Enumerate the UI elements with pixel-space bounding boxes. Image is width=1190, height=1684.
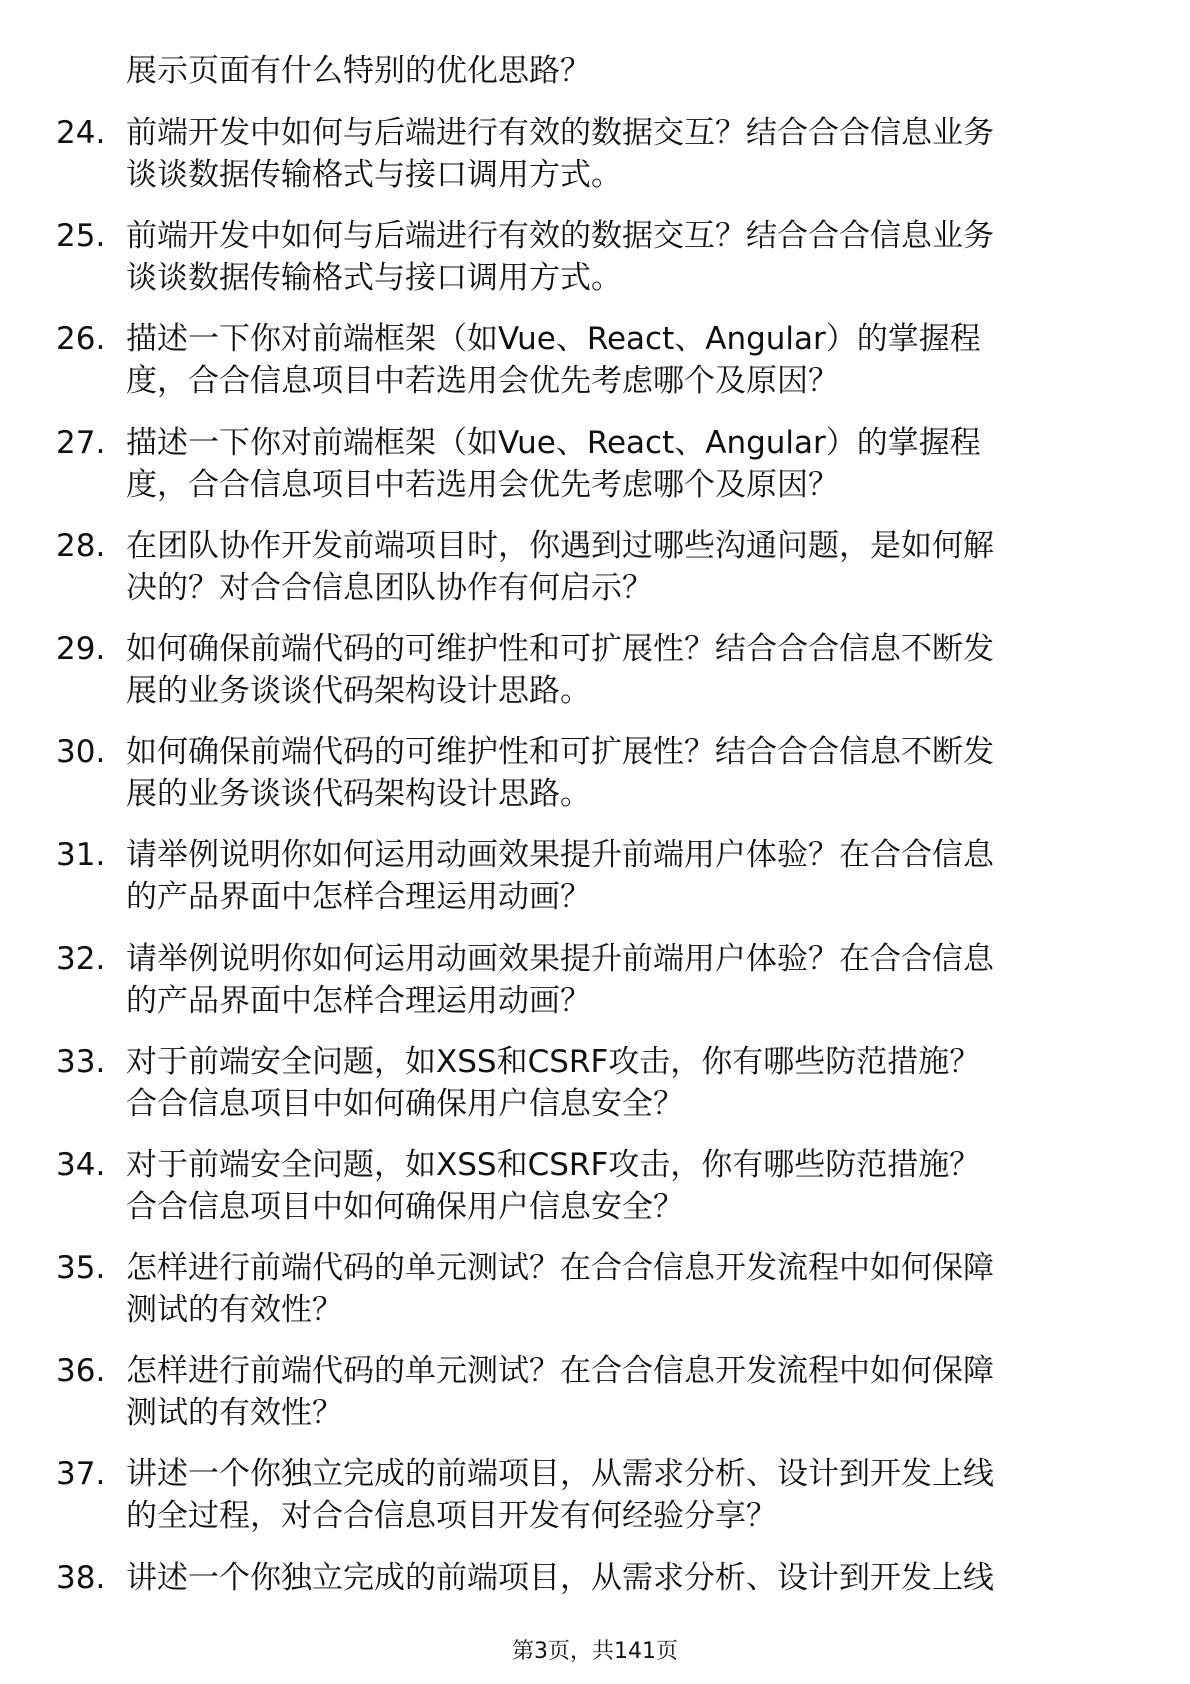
- question-text-line: 度，合合信息项目中若选用会优先考虑哪个及原因？: [126, 363, 839, 400]
- question-text-line: 请举例说明你如何运用动画效果提升前端用户体验？在合合信息: [126, 837, 994, 874]
- question-text-line: 前端开发中如何与后端进行有效的数据交互？结合合合信息业务: [126, 115, 994, 151]
- question-text-line: 测试的有效性？: [126, 1395, 343, 1432]
- question-text: [126, 1453, 1126, 1537]
- question-text-line: 合合信息项目中如何确保用户信息安全？: [126, 1085, 684, 1122]
- page-footer: 第3页，共141页: [512, 1639, 678, 1664]
- question-text: [126, 938, 1126, 1022]
- question-text-line: 展的业务谈谈代码架构设计思路。: [126, 672, 591, 709]
- question-number: 28.: [56, 527, 106, 564]
- question-item: [0, 1041, 1190, 1144]
- question-number: 24.: [56, 115, 106, 151]
- question-text-line: 测试的有效性？: [126, 1292, 343, 1329]
- question-number: 25.: [56, 218, 106, 255]
- question-text-line: 描述一下你对前端框架（如Vue、React、Angular）的掌握程: [126, 424, 981, 461]
- question-item: [0, 215, 1190, 318]
- question-text-line: 描述一下你对前端框架（如Vue、React、Angular）的掌握程: [126, 321, 981, 358]
- question-number: 30.: [56, 734, 106, 771]
- question-text-line: 怎样进行前端代码的单元测试？在合合信息开发流程中如何保障: [126, 1250, 994, 1287]
- question-text-line: 请举例说明你如何运用动画效果提升前端用户体验？在合合信息: [126, 940, 994, 977]
- question-text: [126, 422, 1126, 506]
- question-text-line: 如何确保前端代码的可维护性和可扩展性？结合合合信息不断发: [126, 630, 994, 667]
- question-text-line: 前端开发中如何与后端进行有效的数据交互？结合合合信息业务: [126, 218, 994, 255]
- question-text: [126, 1557, 1126, 1599]
- question-text-line: 的产品界面中怎样合理运用动画？: [126, 879, 591, 916]
- question-number: 32.: [56, 940, 106, 977]
- continuation-text: 展示页面有什么特别的优化思路？: [126, 53, 591, 89]
- question-text: [126, 834, 1126, 918]
- question-item: [0, 1144, 1190, 1247]
- question-item: [0, 318, 1190, 421]
- question-text-line: 讲述一个你独立完成的前端项目，从需求分析、设计到开发上线: [126, 1456, 994, 1493]
- question-item: [0, 112, 1190, 215]
- question-item: [0, 1247, 1190, 1350]
- question-text-line: 的全过程，对合合信息项目开发有何经验分享？: [126, 1498, 777, 1535]
- question-text-line: 对于前端安全问题，如XSS和CSRF攻击，你有哪些防范措施？: [126, 1146, 981, 1183]
- question-text-line: 在团队协作开发前端项目时，你遇到过哪些沟通问题，是如何解: [126, 527, 994, 564]
- question-item: [0, 938, 1190, 1041]
- question-text-line: 决的？对合合信息团队协作有何启示？: [126, 569, 653, 606]
- question-number: 31.: [56, 837, 106, 874]
- question-text: [126, 1247, 1126, 1331]
- question-item: [0, 628, 1190, 731]
- question-text: [126, 731, 1126, 815]
- question-text-line: 的产品界面中怎样合理运用动画？: [126, 982, 591, 1019]
- question-text-line: 合合信息项目中如何确保用户信息安全？: [126, 1188, 684, 1225]
- question-number: 38.: [56, 1559, 106, 1596]
- question-text-line: 对于前端安全问题，如XSS和CSRF攻击，你有哪些防范措施？: [126, 1043, 981, 1080]
- question-item: [0, 525, 1190, 628]
- question-item: [0, 1453, 1190, 1556]
- question-text-line: 度，合合信息项目中若选用会优先考虑哪个及原因？: [126, 466, 839, 503]
- question-number: 26.: [56, 321, 106, 358]
- question-number: 35.: [56, 1250, 106, 1287]
- question-text-line: 谈谈数据传输格式与接口调用方式。: [126, 157, 622, 193]
- question-list: [0, 112, 1190, 1660]
- question-item: [0, 1350, 1190, 1453]
- question-text-line: 谈谈数据传输格式与接口调用方式。: [126, 260, 622, 297]
- question-item: [0, 422, 1190, 525]
- question-text-line: 讲述一个你独立完成的前端项目，从需求分析、设计到开发上线: [126, 1559, 994, 1596]
- question-number: 27.: [56, 424, 106, 461]
- question-text: [126, 525, 1126, 609]
- question-number: 33.: [56, 1043, 106, 1080]
- question-text-line: 怎样进行前端代码的单元测试？在合合信息开发流程中如何保障: [126, 1353, 994, 1390]
- question-text: [126, 1041, 1126, 1125]
- question-number: 34.: [56, 1146, 106, 1183]
- question-number: 36.: [56, 1353, 106, 1390]
- question-item: [0, 834, 1190, 937]
- question-text: [126, 318, 1126, 402]
- question-text-line: 展的业务谈谈代码架构设计思路。: [126, 776, 591, 813]
- question-text-line: 如何确保前端代码的可维护性和可扩展性？结合合合信息不断发: [126, 734, 994, 771]
- question-item: [0, 731, 1190, 834]
- question-text: [126, 112, 1126, 196]
- question-number: 29.: [56, 630, 106, 667]
- question-text: [126, 1144, 1126, 1228]
- question-text: [126, 215, 1126, 299]
- question-text: [126, 628, 1126, 712]
- question-number: 37.: [56, 1456, 106, 1493]
- question-text: [126, 1350, 1126, 1434]
